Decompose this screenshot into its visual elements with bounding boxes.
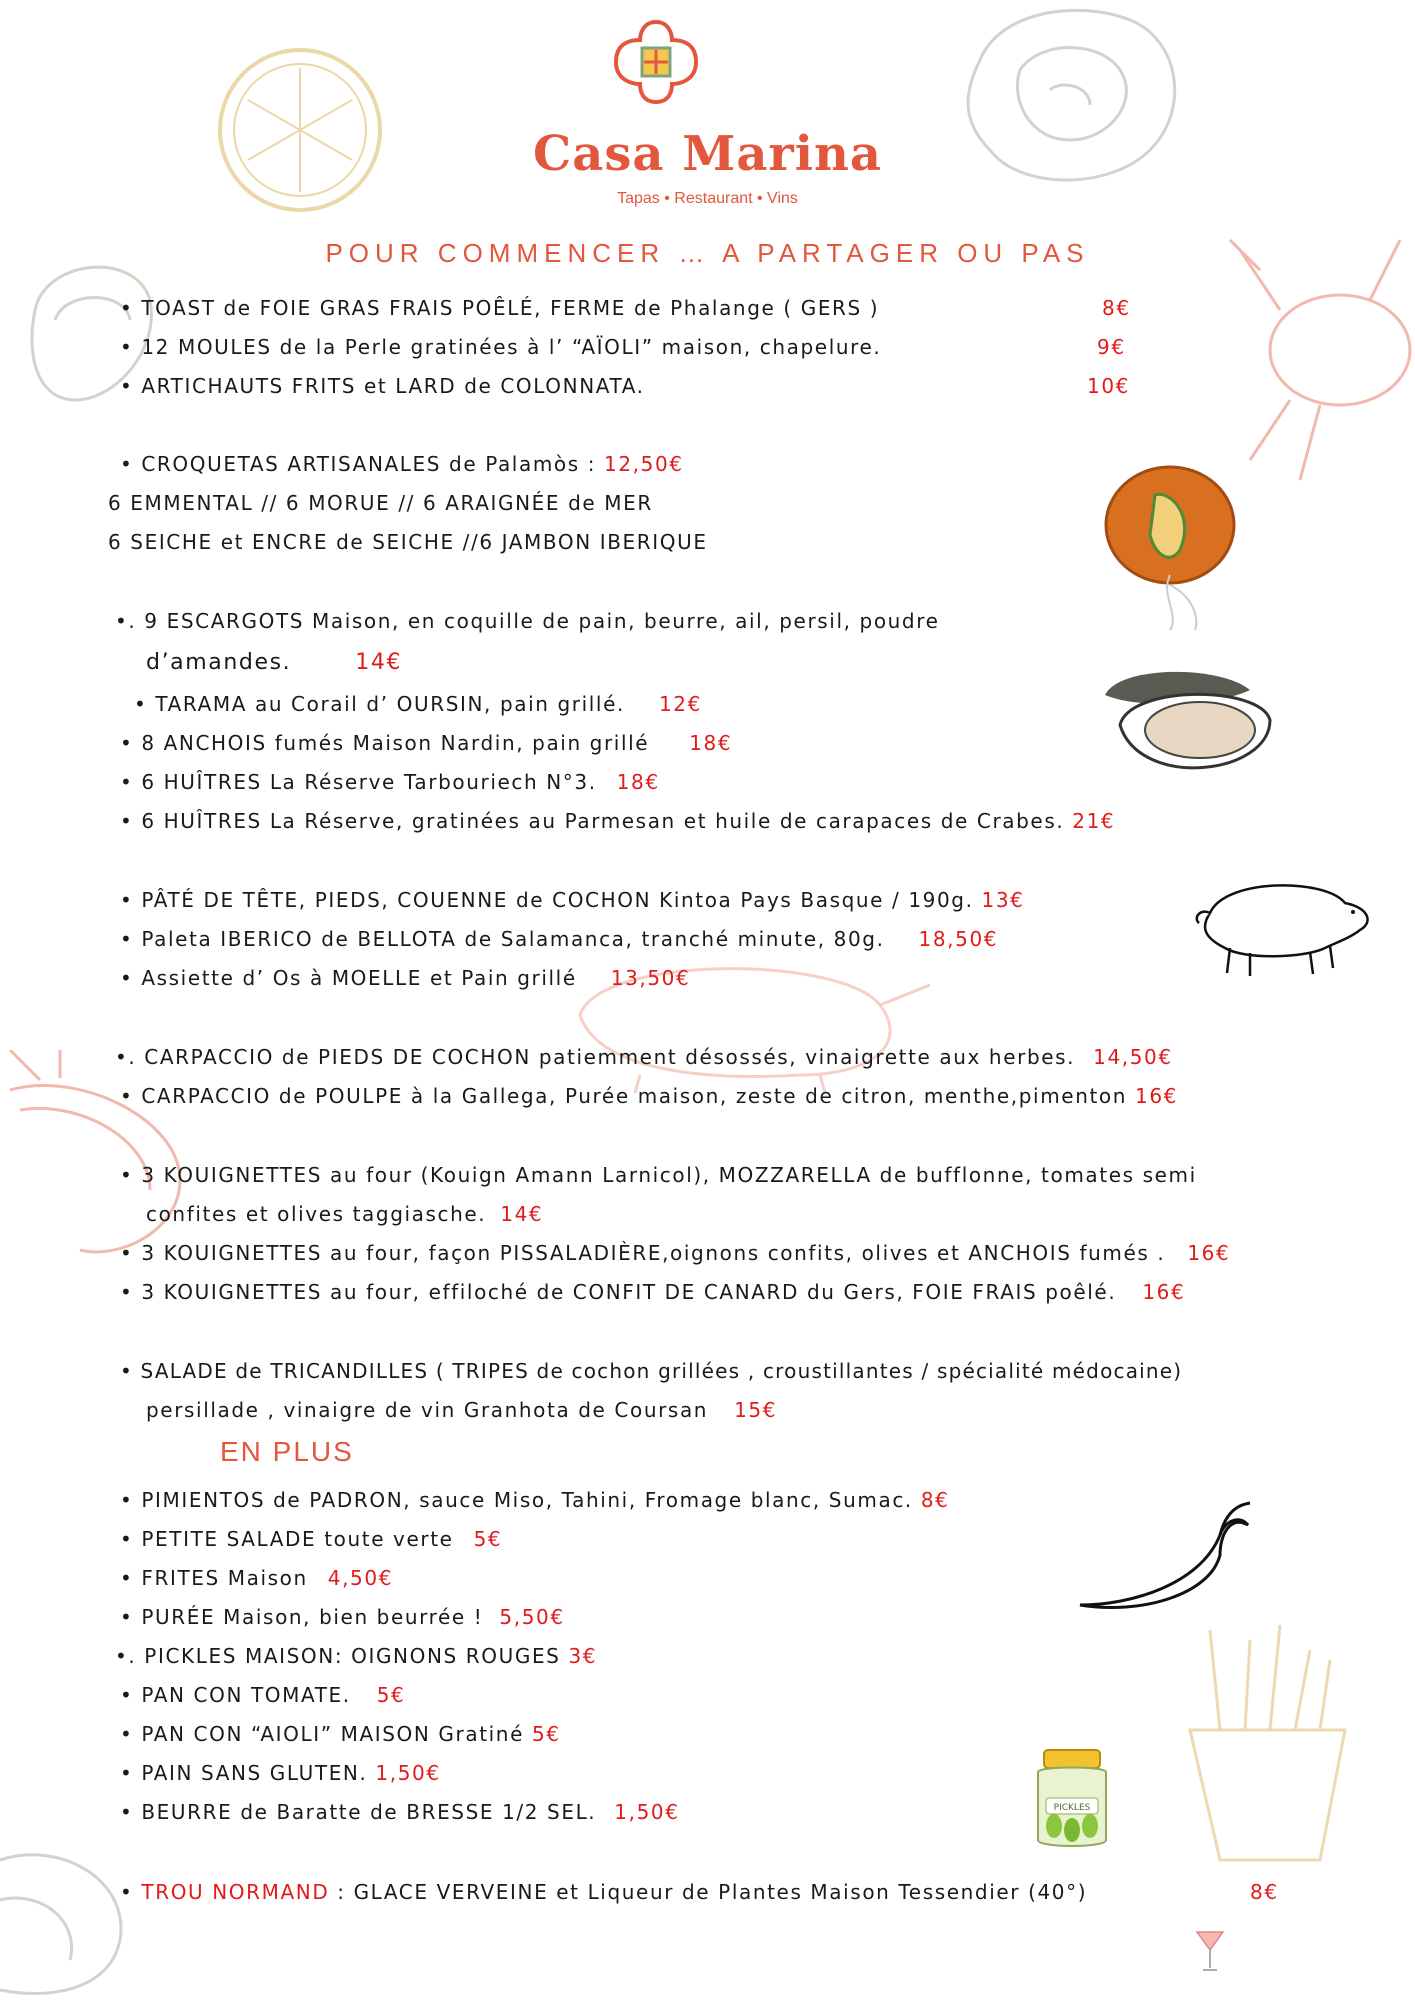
pig-illustration [1185, 868, 1375, 978]
menu-price: 5€ [473, 1527, 503, 1551]
menu-item: • 3 KOUIGNETTES au four (Kouign Amann Larnicol), MOZZARELLA de bufflonne, tomates semi [120, 1163, 1197, 1187]
menu-item: • 6 HUÎTRES La Réserve, gratinées au Parmesan et huile de carapaces de Crabes. 21€ [120, 809, 1116, 833]
en-plus-heading: EN PLUS [220, 1436, 354, 1467]
menu-price: 10€ [1087, 374, 1130, 398]
menu-item: • PAN CON TOMATE. 5€ [120, 1683, 406, 1707]
menu-price: 5€ [531, 1722, 561, 1746]
menu-price: 8€ [920, 1488, 950, 1512]
menu-item: •. CARPACCIO de PIEDS DE COCHON patiemment désossés, vinaigrette aux herbes. 14,50€ [115, 1045, 1173, 1069]
casa-marina-emblem-logo [612, 18, 700, 106]
menu-item: • FRITES Maison 4,50€ [120, 1566, 394, 1590]
menu-price: 4,50€ [327, 1566, 394, 1590]
menu-item: • 6 HUÎTRES La Réserve Tarbouriech N°3. 18€ [120, 770, 660, 794]
menu-item: • CARPACCIO de POULPE à la Gallega, Purée maison, zeste de citron, menthe,pimenton 16€ [120, 1084, 1178, 1108]
menu-item-continued: confites et olives taggiasche. 14€ [146, 1202, 544, 1226]
menu-item: • PIMIENTOS de PADRON, sauce Miso, Tahini, Fromage blanc, Sumac. 8€ [120, 1488, 950, 1512]
menu-price: 5€ [376, 1683, 406, 1707]
menu-item: •. 9 ESCARGOTS Maison, en coquille de pain, beurre, ail, persil, poudre [115, 609, 940, 633]
trou-normand-label: TROU NORMAND [141, 1880, 330, 1904]
menu-price: 21€ [1072, 809, 1116, 833]
menu-item: •. PICKLES MAISON: OIGNONS ROUGES 3€ [115, 1644, 598, 1668]
pickles-jar-illustration [1032, 1748, 1112, 1853]
menu-item-detail: 6 SEICHE et ENCRE de SEICHE //6 JAMBON IBERIQUE [108, 530, 708, 554]
cocktail-glass-icon [1195, 1928, 1225, 1973]
menu-item: • BEURRE de Baratte de BRESSE 1/2 SEL. 1,50€ [120, 1800, 680, 1824]
menu-price: 3€ [568, 1644, 598, 1668]
menu-price: 13,50€ [610, 966, 691, 990]
oyster-illustration [1100, 665, 1275, 795]
pickles-label: PICKLES [1053, 1803, 1091, 1813]
menu-item: • 12 MOULES de la Perle gratinées à l’ “AÏOLI” maison, chapelure. [120, 335, 882, 359]
menu-item: • SALADE de TRICANDILLES ( TRIPES de cochon grillées , croustillantes / spécialité médocaine) [120, 1359, 1183, 1383]
menu-item: • 8 ANCHOIS fumés Maison Nardin, pain grillé 18€ [120, 731, 733, 755]
menu-price: 18€ [616, 770, 660, 794]
menu-price: 13€ [981, 888, 1025, 912]
menu-item: • 3 KOUIGNETTES au four, façon PISSALADIÈRE,oignons confits, olives et ANCHOIS fumés . 16€ [120, 1241, 1231, 1265]
menu-price: 18€ [689, 731, 733, 755]
menu-item: • 3 KOUIGNETTES au four, effiloché de CONFIT DE CANARD du Gers, FOIE FRAIS poêlé. 16€ [120, 1280, 1186, 1304]
menu-price: 16€ [1187, 1241, 1231, 1265]
menu-price: 14€ [355, 650, 403, 675]
menu-item: • PÂTÉ DE TÊTE, PIEDS, COUENNE de COCHON Kintoa Pays Basque / 190g. 13€ [120, 888, 1025, 912]
shrimp-illustration [0, 1050, 200, 1270]
menu-item: • ARTICHAUTS FRITS et LARD de COLONNATA. [120, 374, 645, 398]
menu-price: 16€ [1135, 1084, 1178, 1108]
menu-price: 15€ [734, 1398, 778, 1422]
pig-outline-illustration [540, 935, 940, 1095]
section-title: POUR COMMENCER … A PARTAGER OU PAS [325, 238, 1090, 268]
menu-item: • Paleta IBERICO de BELLOTA de Salamanca, tranché minute, 80g. 18,50€ [120, 927, 999, 951]
brand-name: Casa Marina [533, 126, 882, 182]
brand-tagline: Tapas • Restaurant • Vins [617, 190, 798, 207]
menu-price: 14€ [500, 1202, 544, 1226]
menu-price: 8€ [1250, 1880, 1279, 1904]
menu-item: • CROQUETAS ARTISANALES de Palamòs : 12,50€ [120, 452, 684, 476]
menu-price: 5,50€ [499, 1605, 565, 1629]
menu-item: • TOAST de FOIE GRAS FRAIS POÊLÉ, FERME de Phalange ( GERS ) [120, 296, 880, 320]
cabbage-bottom-illustration [0, 1830, 140, 2000]
menu-price: 8€ [1102, 296, 1131, 320]
menu-item: • PETITE SALADE toute verte 5€ [120, 1527, 503, 1551]
menu-price: 16€ [1142, 1280, 1186, 1304]
menu-item: • TARAMA au Corail d’ OURSIN, pain grillé. 12€ [134, 692, 702, 716]
menu-price: 12€ [658, 692, 702, 716]
menu-item: • PURÉE Maison, bien beurrée ! 5,50€ [120, 1605, 565, 1629]
menu-item: • Assiette d’ Os à MOELLE et Pain grillé 13,50€ [120, 966, 691, 990]
menu-price: 14,50€ [1093, 1045, 1173, 1069]
fries-outline-illustration [1160, 1620, 1360, 1870]
chili-pepper-illustration [1070, 1495, 1255, 1620]
menu-item: • PAN CON “AIOLI” MAISON Gratiné 5€ [120, 1722, 561, 1746]
menu-item: • PAIN SANS GLUTEN. 1,50€ [120, 1761, 441, 1785]
croqueta-illustration [1100, 455, 1240, 635]
menu-item-detail: 6 EMMENTAL // 6 MORUE // 6 ARAIGNÉE de MER [108, 491, 653, 515]
menu-price: 1,50€ [375, 1761, 441, 1785]
menu-price: 1,50€ [614, 1800, 680, 1824]
menu-item-continued: d’amandes. 14€ [146, 650, 403, 675]
menu-price: 12,50€ [604, 452, 684, 476]
menu-item-continued: persillade , vinaigre de vin Granhota de Coursan 15€ [146, 1398, 778, 1422]
menu-price: 18,50€ [918, 927, 999, 951]
menu-item-trou-normand: • TROU NORMAND : GLACE VERVEINE et Liqueur de Plantes Maison Tessendier (40°) [120, 1880, 1088, 1904]
menu-price: 9€ [1097, 335, 1126, 359]
